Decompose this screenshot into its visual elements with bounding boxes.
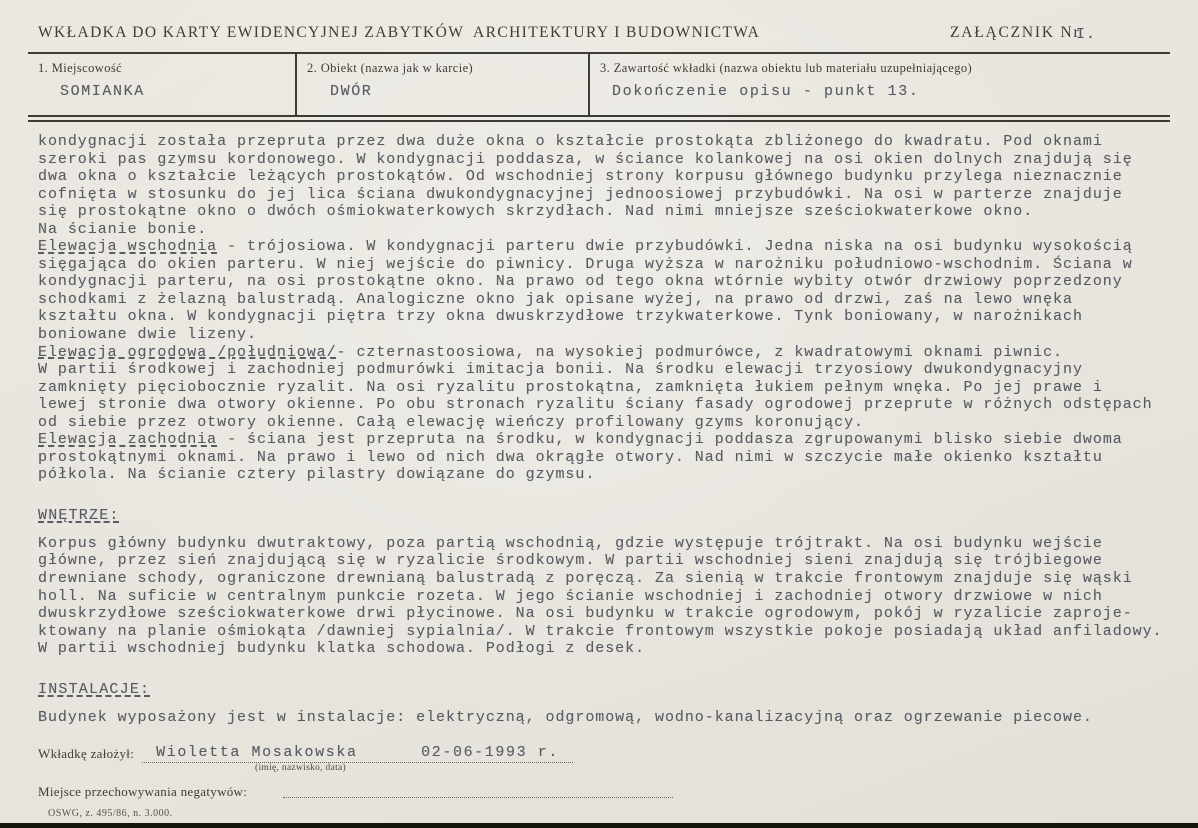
- founder-caption: (imię, nazwisko, data): [255, 763, 347, 773]
- body-line: W partii środkowej i zachodniej podmurówki imitacja bonii. Na środku elewacji trzyosiowy dwukondygnacyjny: [38, 361, 1083, 379]
- body-line: Elewacja wschodnia - trójosiowa. W kondygnacji parteru dwie przybudówki. Jedna niska na osi budynku wysokością: [38, 238, 1133, 256]
- body-line: szeroki pas gzymsu kordonowego. W kondygnacji poddasza, w ściance kolankowej na osi okien dolnych znajdują się: [38, 150, 1133, 168]
- field-value: DWÓR: [330, 83, 373, 100]
- body-line: się prostokątne okno o dwóch ośmiokwaterkowych skrzydłach. Nad nimi mniejsze sześciokwaterkowe okno.: [38, 203, 1034, 221]
- body-line: dwa okna o kształcie leżących prostokątów. Od wschodniej strony korpusu głównego budynku przylega nieznacznie: [38, 168, 1123, 186]
- body-line: Na ścianie bonie.: [38, 220, 208, 238]
- body-line: Korpus główny budynku dwutraktowy, poza partią wschodnią, gdzie występuje trójtrakt. Na osi budynku wejście: [38, 534, 1103, 552]
- form-title-left: WKŁADKA DO KARTY EWIDENCYJNEJ ZABYTKÓW: [38, 24, 465, 41]
- body-line: schodkami z żelazną balustradą. Analogiczne okno jak opisane wyżej, na prawo od drzwi, zaś na lewo wnęka: [38, 290, 1073, 308]
- body-line: zamknięty pięciobocznie ryzalit. Na osi ryzalitu prostokątna, zamknięta łukiem pełnym wnęka. Po jej prawe i: [38, 378, 1103, 396]
- body-line: cofnięta w stosunku do jej lica ściana dwukondygnacyjnej jednoosiowej przybudówki. Na osi w parterze znajduje: [38, 185, 1123, 203]
- founder-row: [38, 744, 573, 763]
- body-line: dwuskrzydłowe sześciokwaterkowe drwi płycinowe. Na osi budynku w trakcie ogrodowym, pokój w ryzalicie zaproje-: [38, 605, 1133, 623]
- section-heading: INSTALACJE:: [38, 680, 151, 698]
- underlined-heading-inline: Elewacja ogrodowa /południowa/: [38, 343, 337, 361]
- field-obiekt: [297, 54, 586, 116]
- print-reference: OSWG, z. 495/86, n. 3.000.: [48, 808, 173, 819]
- section-heading: WNĘTRZE:: [38, 506, 120, 524]
- body-line: Elewacja zachodnia - ściana jest przepruta na środku, w kondygnacji poddasza zgrupowanymi blisko siebie dwoma: [38, 431, 1123, 449]
- field-label: 2. Obiekt (nazwa jak w karcie): [307, 61, 474, 75]
- form-title-mid: ARCHITEKTURY I BUDOWNICTWA: [473, 24, 761, 41]
- negatives-label: Miejsce przechowywania negatywów:: [38, 784, 248, 799]
- body-line: półkola. Na ścianie cztery pilastry dowiązane do gzymsu.: [38, 466, 596, 484]
- attachment-number-label: ZAŁĄCZNIK Nr: [950, 24, 1081, 41]
- underlined-heading-inline: Elewacja zachodnia: [38, 431, 218, 449]
- body-line: boniowane dwie lizeny.: [38, 326, 257, 344]
- body-line: prostokątnymi oknami. Na prawo i lewo od nich dwa okrągłe otwory. Nad nimi w szczycie małe okienko kształtu: [38, 448, 1103, 466]
- founder-label: Wkładkę założył:: [38, 746, 135, 761]
- table-bottom-rule: [28, 115, 1170, 122]
- negatives-blank-line: [283, 785, 673, 798]
- body-line: drewniane schody, ograniczone drewnianą balustradą z poręczą. Za sienią w trakcie frontowym znajduje się wąski: [38, 570, 1133, 588]
- body-line: Elewacja ogrodowa /południowa/- czternastoosiowa, na wysokiej podmurówce, z kwadratowymi oknami piwnic.: [38, 343, 1064, 361]
- attachment-number-value: I.: [1076, 26, 1097, 43]
- body-line: sięgająca do okien parteru. W niej wejście do piwnicy. Druga wyższa w narożniku południowo-wschodnim. Ściana w: [38, 255, 1133, 273]
- field-label: 3. Zawartość wkładki (nazwa obiektu lub materiału uzupełniającego): [600, 61, 973, 75]
- body-line: ktowany na planie ośmiokąta /dawniej sypialnia/. W trakcie frontowym wszystkie pokoje posiadają układ anfiladowy.: [38, 622, 1163, 640]
- body-line: kondygnacji parteru, na osi prostokątne okno. Na prawo od tego okna wtórnie wybity otwór drzwiowy poprzedzony: [38, 273, 1123, 291]
- body-line: od siebie przez otwory okienne. Całą elewację wieńczy profilowany gzyms koronujący.: [38, 413, 864, 431]
- field-label: 1. Miejscowość: [38, 61, 123, 75]
- underlined-heading-inline: Elewacja wschodnia: [38, 238, 218, 256]
- body-line: kształtu okna. W kondygnacji piętra trzy okna dwuskrzydłowe trzykwaterkowe. Tynk boniowany, w narożnikach: [38, 308, 1083, 326]
- body-line: kondygnacji została przepruta przez dwa duże okna o kształcie prostokąta zbliżonego do kwadratu. Pod oknami: [38, 133, 1103, 150]
- scan-edge: [0, 823, 1198, 828]
- body-line: Budynek wyposażony jest w instalacje: elektryczną, odgromową, wodno-kanalizacyjną oraz ogrzewanie piecowe.: [38, 708, 1093, 726]
- document-body: [38, 133, 1173, 726]
- founder-signature: Wioletta Mosakowska 02-06-1993 r.: [142, 744, 573, 763]
- field-value: SOMIANKA: [60, 83, 145, 100]
- field-value: Dokończenie opisu - punkt 13.: [612, 83, 920, 100]
- body-line: holl. Na suficie w centralnym punkcie rozeta. W jego ścianie wschodniej i zachodniej otwory drzwiowe w nich: [38, 587, 1103, 605]
- body-line: główne, przez sień znajdującą się w ryzalicie środkowym. W partii wschodniej sieni znajdują się trójbiegowe: [38, 552, 1103, 570]
- field-zawartosc: [590, 54, 1168, 116]
- field-miejscowosc: [28, 54, 295, 116]
- body-line: W partii wschodniej budynku klatka schodowa. Podłogi z desek.: [38, 640, 646, 658]
- body-line: lewej stronie dwa otwory okienne. Po obu stronach ryzalitu ściany fasady ogrodowej przeprute w różnych odstępach: [38, 396, 1153, 414]
